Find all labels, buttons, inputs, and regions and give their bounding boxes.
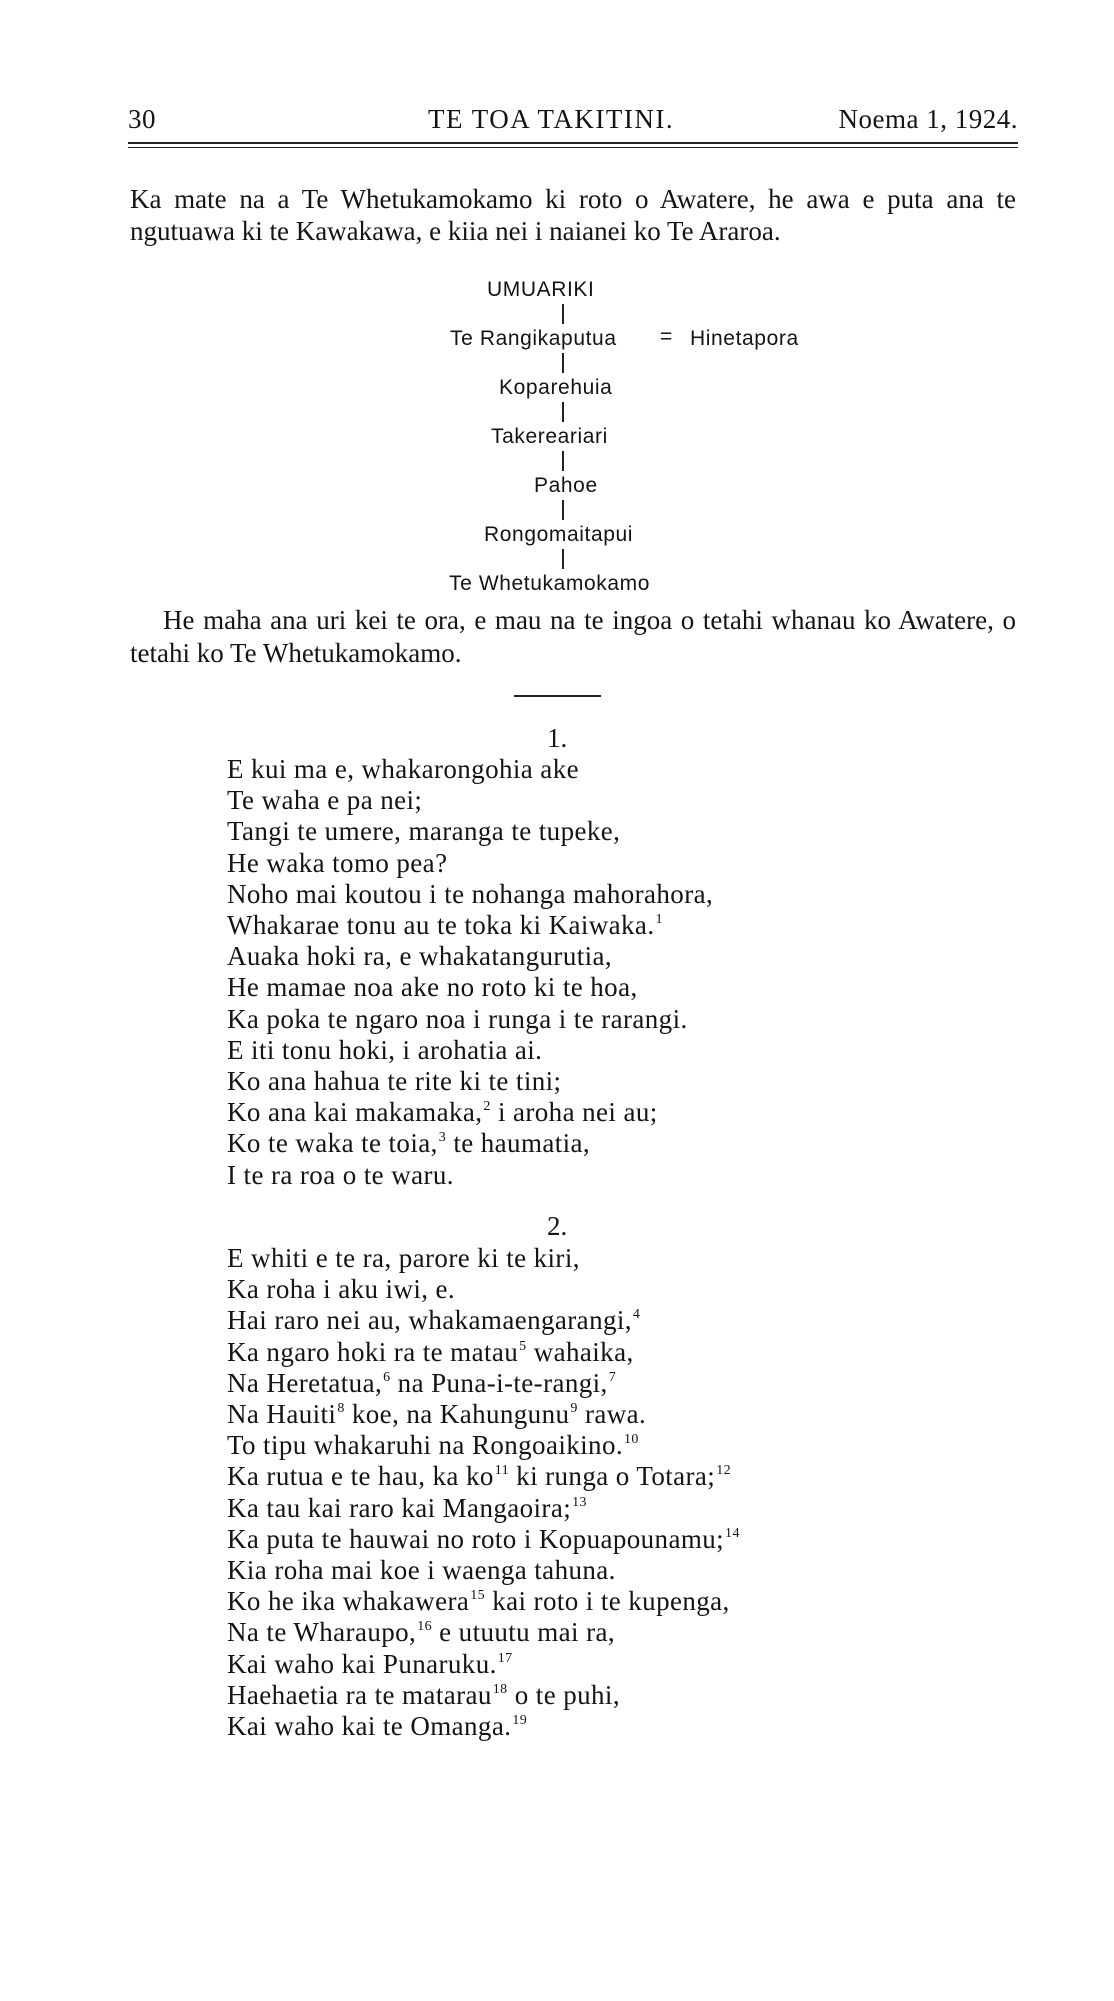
verse-line	[227, 910, 713, 941]
footnote-marker: 11	[494, 1463, 510, 1479]
footnote-marker: 9	[570, 1401, 578, 1417]
stanza-1-verse	[227, 754, 713, 1191]
genealogy-spouse: Hinetapora	[690, 327, 799, 350]
verse-line	[227, 1097, 713, 1128]
verse-line	[227, 972, 713, 1003]
verse-text: E kui ma e, whakarongohia ake	[227, 754, 579, 784]
footnote-marker: 13	[572, 1494, 587, 1510]
verse-text: Ko he ika whakawera	[227, 1586, 470, 1617]
verse-text: Ko ana kai makamaka,	[227, 1097, 483, 1128]
verse-line	[227, 848, 713, 879]
genealogy-connector	[562, 304, 564, 324]
verse-text: kai roto i te kupenga,	[485, 1586, 730, 1617]
verse-line	[227, 1680, 740, 1711]
footnote-marker: 6	[383, 1369, 391, 1385]
stanza-number: 1.	[547, 723, 568, 753]
verse-text: Tangi te umere, maranga te tupeke,	[227, 816, 621, 847]
verse-text: Ka poka te ngaro noa i runga i te rarangi.	[227, 1003, 688, 1034]
verse-line	[227, 1305, 740, 1336]
genealogy-connector	[562, 353, 564, 373]
footnote-marker: 17	[497, 1650, 513, 1666]
verse-text: He mamae noa ake no roto ki te hoa,	[227, 972, 638, 1003]
issue-date: Noema 1, 1924.	[838, 104, 1018, 134]
verse-line	[227, 1128, 713, 1159]
verse-text: Ka rutua e te hau, ka ko	[227, 1461, 494, 1492]
genealogy-node: Te Whetukamokamo	[449, 572, 651, 595]
verse-text: Na Hauiti	[227, 1399, 337, 1430]
verse-text: I te ra roa o te waru.	[227, 1159, 454, 1190]
genealogy-node: UMUARIKI	[487, 278, 595, 301]
footnote-marker: 16	[417, 1619, 432, 1635]
verse-line	[227, 1337, 740, 1368]
verse-line	[227, 1586, 740, 1617]
stanza-number: 2.	[547, 1211, 568, 1241]
spouse-sign: =	[660, 325, 673, 348]
verse-line	[227, 1274, 740, 1305]
verse-text: Ka puta te hauwai no roto i Kopuapounamu;	[227, 1523, 725, 1554]
header-rule-thin	[128, 147, 1018, 148]
genealogy-node: Koparehuia	[499, 376, 613, 399]
section-divider	[514, 695, 601, 697]
verse-line	[227, 1430, 740, 1461]
verse-line	[227, 1493, 740, 1524]
footnote-marker: 14	[725, 1525, 740, 1541]
intro-paragraph: Ka mate na a Te Whetukamokamo ki roto o Awatere, he awa e puta ana te ngutuawa ki te Kawakawa, e kiia nei i naianei ko Te Araroa.	[130, 184, 1016, 246]
verse-line	[227, 941, 713, 972]
verse-text: wahaika,	[526, 1336, 634, 1367]
verse-line	[227, 1399, 740, 1430]
verse-text: Kai waho kai te Omanga.	[227, 1711, 512, 1742]
descendants-note: He maha ana uri kei te ora, e mau na te ingoa o tetahi whanau ko Awatere, o tetahi ko Te Whetukamokamo.	[130, 605, 1016, 668]
footnote-marker: 3	[438, 1130, 447, 1146]
verse-text: Haehaetia ra te matarau	[227, 1679, 492, 1710]
verse-line	[227, 879, 713, 910]
verse-text: He waka tomo pea?	[227, 847, 448, 878]
verse-line	[227, 1649, 740, 1680]
verse-line	[227, 1368, 740, 1399]
verse-text: Ka ngaro hoki ra te matau	[227, 1336, 519, 1367]
verse-text: Auaka hoki ra, e whakatangurutia,	[227, 941, 613, 972]
genealogy-connector	[562, 549, 564, 569]
genealogy-node: Rongomaitapui	[484, 523, 634, 546]
genealogy-node: Te Rangikaputua	[450, 327, 617, 350]
verse-line	[227, 816, 713, 847]
verse-line	[227, 1004, 713, 1035]
footnote-marker: 5	[519, 1338, 527, 1354]
footnote-marker: 4	[632, 1307, 641, 1323]
verse-text: Kia roha mai koe i waenga tahuna.	[227, 1555, 616, 1586]
verse-text: Noho mai koutou i te nohanga mahorahora,	[227, 878, 714, 909]
verse-text: Ka roha i aku iwi, e.	[227, 1274, 456, 1305]
genealogy-node: Pahoe	[534, 474, 598, 497]
footnote-marker: 18	[492, 1681, 508, 1697]
verse-text: te haumatia,	[446, 1128, 591, 1159]
header-rule-thick	[128, 142, 1018, 144]
verse-line	[227, 1160, 713, 1191]
footnote-marker: 7	[608, 1369, 617, 1385]
verse-line	[227, 1711, 740, 1742]
verse-text: koe, na Kahungunu	[344, 1399, 570, 1430]
verse-text: Whakarae tonu au te toka ki Kaiwaka.	[227, 910, 655, 941]
footnote-marker: 10	[624, 1432, 639, 1448]
footnote-marker: 12	[716, 1463, 732, 1479]
footnote-marker: 1	[655, 912, 663, 928]
verse-text: i aroha nei au;	[490, 1097, 658, 1128]
verse-text: rawa.	[577, 1399, 647, 1430]
verse-line	[227, 1035, 713, 1066]
verse-line	[227, 754, 713, 785]
verse-line	[227, 1461, 740, 1492]
footnote-marker: 8	[337, 1401, 345, 1417]
genealogy-connector	[562, 500, 564, 520]
genealogy-connector	[562, 402, 564, 422]
verse-text: Te waha e pa nei;	[227, 785, 423, 816]
verse-text: Kai waho kai Punaruku.	[227, 1648, 497, 1679]
footnote-marker: 19	[512, 1713, 528, 1729]
page-number: 30	[128, 104, 156, 134]
verse-text: E whiti e te ra, parore ki te kiri,	[227, 1243, 580, 1273]
verse-text: Na Heretatua,	[227, 1367, 383, 1398]
verse-text: o te puhi,	[507, 1679, 620, 1710]
running-header	[128, 104, 1018, 144]
verse-text: Ka tau kai raro kai Mangaoira;	[227, 1492, 572, 1523]
genealogy-node: Takereariari	[491, 425, 608, 448]
verse-line	[227, 1617, 740, 1648]
verse-text: E iti tonu hoki, i arohatia ai.	[227, 1034, 543, 1065]
verse-text: na Puna-i-te-rangi,	[390, 1367, 608, 1398]
publication-title: TE TOA TAKITINI.	[428, 104, 675, 134]
verse-text: Ko te waka te toia,	[227, 1128, 438, 1159]
verse-line	[227, 1555, 740, 1586]
verse-text: Hai raro nei au, whakamaengarangi,	[227, 1305, 632, 1336]
verse-text: e utuutu mai ra,	[432, 1617, 615, 1648]
verse-line	[227, 1066, 713, 1097]
genealogy-connector	[562, 451, 564, 471]
verse-line	[227, 1524, 740, 1555]
verse-text: Ko ana hahua te rite ki te tini;	[227, 1066, 562, 1097]
footnote-marker: 15	[470, 1588, 486, 1604]
verse-text: ki runga o Totara;	[509, 1461, 716, 1492]
verse-text: Na te Wharaupo,	[227, 1617, 417, 1648]
stanza-2-verse	[227, 1243, 740, 1742]
footnote-marker: 2	[483, 1099, 491, 1115]
verse-line	[227, 785, 713, 816]
verse-text: To tipu whakaruhi na Rongoaikino.	[227, 1430, 623, 1461]
verse-line	[227, 1243, 740, 1274]
